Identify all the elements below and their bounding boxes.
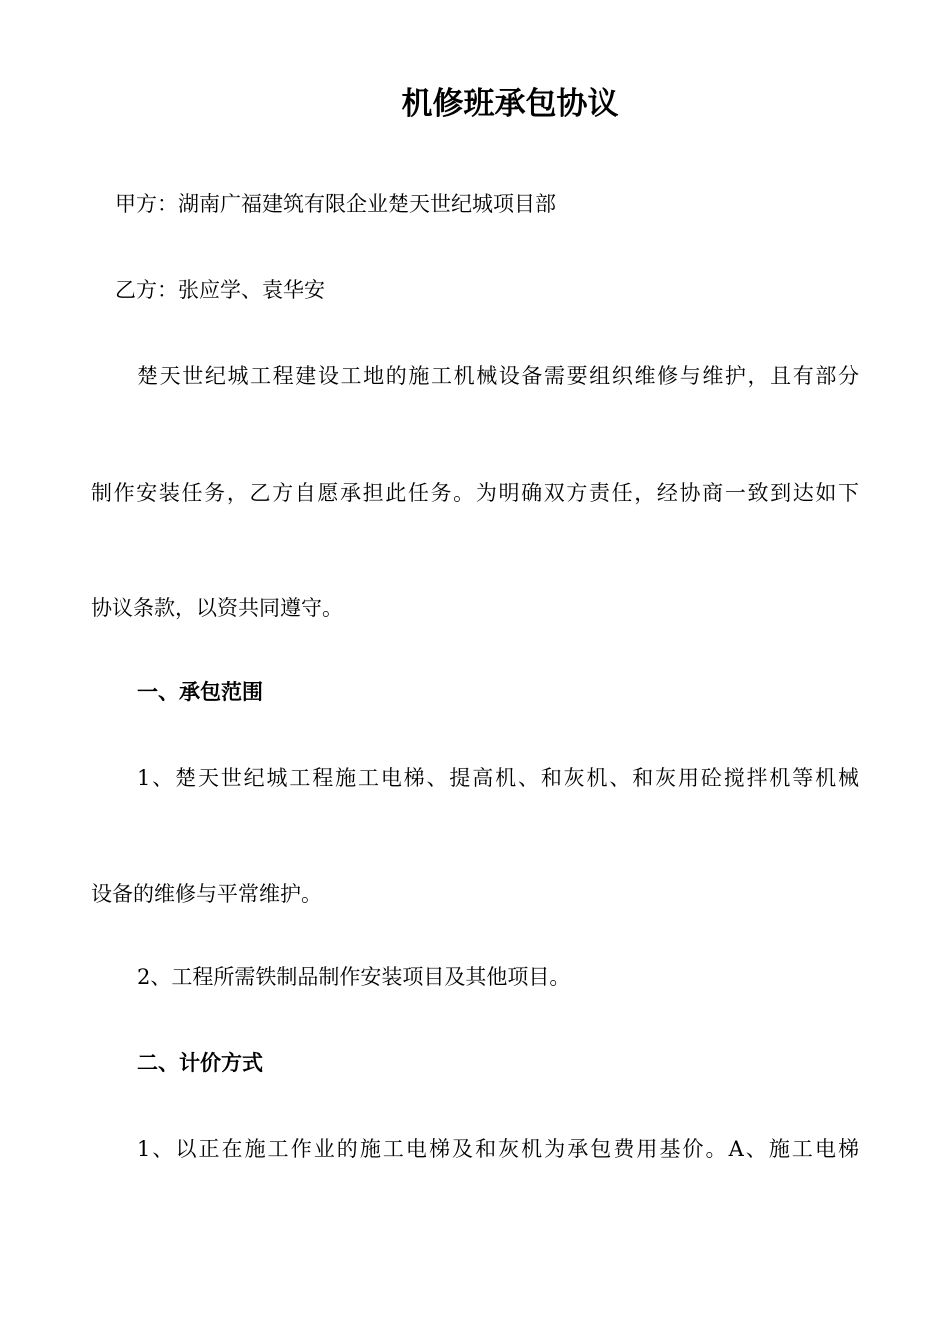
party-a-line: 甲方：湖南广福建筑有限企业楚天世纪城项目部 [115,192,556,216]
document-title: 机修班承包协议 [401,86,619,122]
section-1-item-2: 2、工程所需铁制品制作安装项目及其他项目。 [137,965,571,989]
intro-line-3: 协议条款，以资共同遵守。 [91,596,343,620]
intro-line-1: 楚天世纪城工程建设工地的施工机械设备需要组织维修与维护，且有部分 [137,364,859,388]
section-1-item-1-line-2: 设备的维修与平常维护。 [91,882,322,906]
party-b-line: 乙方：张应学、袁华安 [115,278,325,302]
section-1-heading: 一、承包范围 [137,680,263,704]
section-2-heading: 二、计价方式 [137,1051,263,1075]
section-1-item-1-line-1: 1、楚天世纪城工程施工电梯、提高机、和灰机、和灰用砼搅拌机等机械 [137,766,859,790]
intro-line-2: 制作安装任务，乙方自愿承担此任务。为明确双方责任，经协商一致到达如下 [91,481,859,505]
section-2-item-1-line-1: 1、以正在施工作业的施工电梯及和灰机为承包费用基价。A、施工电梯 [137,1137,859,1161]
